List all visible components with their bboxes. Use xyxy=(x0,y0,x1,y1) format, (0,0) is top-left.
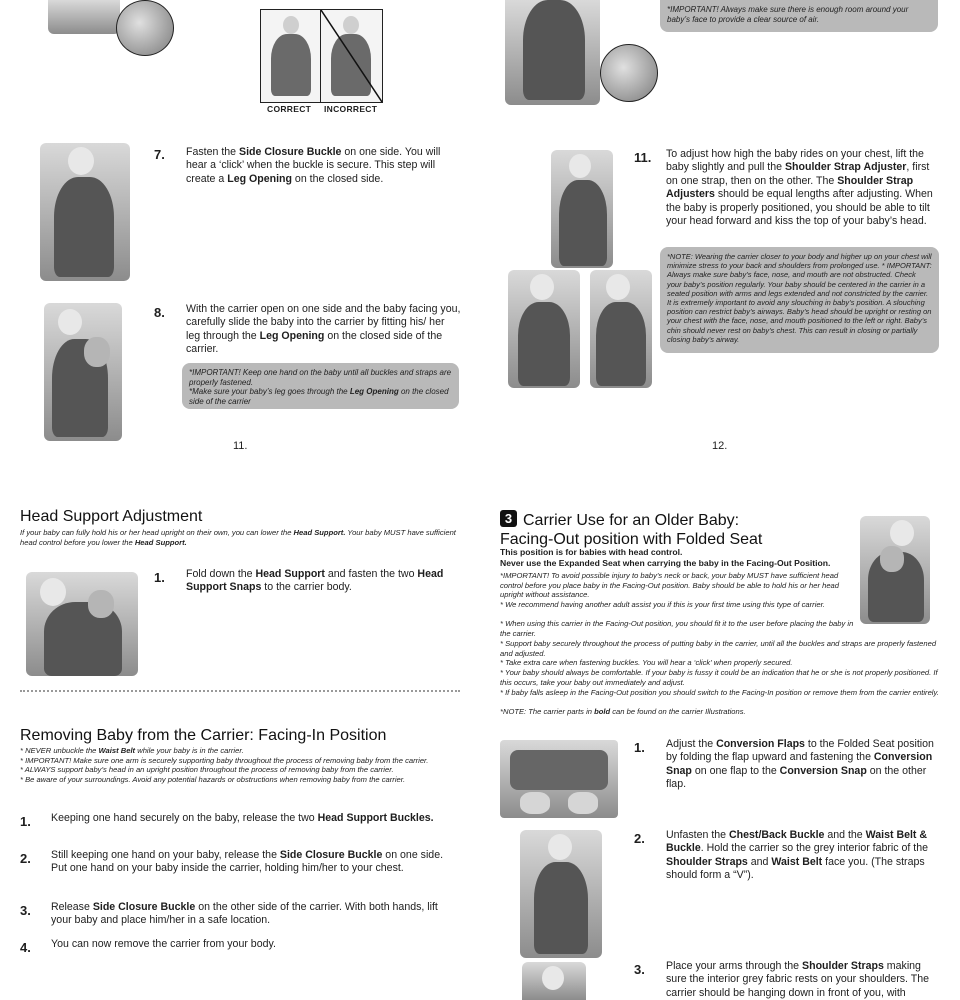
page12-top-important-note: *IMPORTANT! Always make sure there is enough room around your baby’s face to provide a clear source of air. xyxy=(660,0,938,32)
removing-warnings: * NEVER unbuckle the Waist Belt while your baby is in the carrier. * IMPORTANT! Make sure one arm is securely supporting baby throughout the process of removing baby from the carrier. * ALWAYS support baby’s head in an upright position throughout the process of removing baby from the carrier. * Be aware of your surroundings. Avoid any potential hazards or obstructions when removing baby from the carrier. xyxy=(20,746,429,784)
step11-photo-front xyxy=(508,270,580,388)
detail-inset-circle xyxy=(116,0,174,56)
page12-inset-circle xyxy=(600,44,658,102)
older-baby-photo xyxy=(860,516,930,624)
older-baby-warning-3: * When using this carrier in the Facing-Out position, you should fit it to the user before placing the baby in the carrier. xyxy=(500,619,854,638)
older-baby-warning-5: * Take extra care when fastening buckles. You will hear a ‘click’ when properly secured. xyxy=(500,658,793,667)
section-3-badge: 3 xyxy=(500,510,517,527)
older-step2-photo xyxy=(520,830,602,958)
step11-note: *NOTE: Wearing the carrier closer to your body and higher up on your chest will minimize stress to your back and shoulders from prolonged use. * IMPORTANT: Always make sure baby’s face, nose, and mouth are not obstructed. Check your baby’s position regularly. Your baby should be centered in the carrier in a seated position with arms and legs extended and not constricted by the carrier. It is extremely important to avoid any slouching in baby’s position. A slouching position can restrict baby’s airways. Baby’s head should be upright or resting on your chest with the face, nose, and mouth positioned to the left or right. Baby’s chin should never rest on baby’s chest. This can result in closing or partially closing baby’s airway. xyxy=(660,247,939,353)
step7-text: Fasten the Side Closure Buckle on one side. You will hear a ‘click’ when the buckle is secure. This step will create a Leg Opening on the closed side. xyxy=(186,146,441,185)
older-step2-number: 2. xyxy=(634,831,645,846)
incorrect-label: INCORRECT xyxy=(324,104,378,114)
older-baby-warning-4: * Support baby securely throughout the process of putting baby in the carrier, until all the buckles and straps are properly fastened and adjusted. xyxy=(500,639,937,658)
step11-number: 11. xyxy=(634,150,652,165)
mother-baby-photo-top xyxy=(48,0,120,34)
older-baby-bold-1: This position is for babies with head control. xyxy=(500,547,683,557)
older-step3-text: Place your arms through the Shoulder Straps making sure the interior grey fabric rests on your shoulders. The carrier should be hanging down in front of you, with xyxy=(666,960,930,999)
correct-label: CORRECT xyxy=(267,104,312,114)
incorrect-comparison-image xyxy=(320,9,383,103)
older-baby-note: *NOTE: The carrier parts in bold can be found on the carrier Illustrations. xyxy=(500,707,746,716)
head-support-step1-number: 1. xyxy=(154,570,165,585)
section-divider xyxy=(20,690,460,692)
older-baby-warning-6: * Your baby should always be comfortable. If your baby is fussy it could be an indication that he or she is not properly positioned. If this occurs, take your baby out immediately and adjust. xyxy=(500,668,938,687)
correct-comparison-image xyxy=(260,9,322,103)
removing-step4-text: You can now remove the carrier from your body. xyxy=(51,938,276,950)
step8-text: With the carrier open on one side and the baby facing you, carefully slide the baby into the carrier by fitting his/ her leg through the Leg Opening on the closed side of the carrier. xyxy=(186,303,461,356)
older-step3-number: 3. xyxy=(634,962,645,977)
removing-step4-number: 4. xyxy=(20,940,31,955)
removing-step1-text: Keeping one hand securely on the baby, release the two Head Support Buckles. xyxy=(51,812,434,824)
older-step3-photo xyxy=(522,962,586,1000)
head-support-title: Head Support Adjustment xyxy=(20,508,203,525)
older-baby-title: 3 Carrier Use for an Older Baby: Facing-Out position with Folded Seat xyxy=(500,511,763,548)
older-baby-warning-2: * We recommend having another adult assist you if this is your first time using this type of carrier. xyxy=(500,600,825,609)
step7-number: 7. xyxy=(154,147,165,162)
step11-photo xyxy=(551,150,613,268)
removing-step3-number: 3. xyxy=(20,903,31,918)
step8-important-note: *IMPORTANT! Keep one hand on the baby until all buckles and straps are properly fastened. *Make sure your baby’s leg goes through the Leg Opening on the closed side of the carrier xyxy=(182,363,459,409)
head-support-step1-text: Fold down the Head Support and fasten the two Head Support Snaps to the carrier body. xyxy=(186,568,444,594)
page-number-12: 12. xyxy=(712,440,728,452)
step7-photo xyxy=(40,143,130,281)
older-baby-warning-1: *IMPORTANT! To avoid possible injury to baby’s neck or back, your baby MUST have sufficient head control before you place baby in the Facing-Out position. Baby should be able to hold his or her head upright without assistance. xyxy=(500,571,839,600)
removing-step1-number: 1. xyxy=(20,814,31,829)
older-baby-bold-2: Never use the Expanded Seat when carrying the baby in the Facing-Out Position. xyxy=(500,558,831,568)
older-baby-warning-7: * If baby falls asleep in the Facing-Out position you should switch to the Facing-In position or remove them from the carrier entirely. xyxy=(500,688,939,697)
older-step1-number: 1. xyxy=(634,740,645,755)
step8-photo xyxy=(44,303,122,441)
removing-step2-number: 2. xyxy=(20,851,31,866)
head-support-photo xyxy=(26,572,138,676)
step11-photo-side xyxy=(590,270,652,388)
conversion-flaps-photo xyxy=(500,740,618,818)
page12-top-photo xyxy=(505,0,600,105)
step8-number: 8. xyxy=(154,305,165,320)
older-step1-text: Adjust the Conversion Flaps to the Folded Seat position by folding the flap upward and fastening the Conversion Snap on one flap to the Conversion Snap on the other flap. xyxy=(666,738,934,791)
removing-step3-text: Release Side Closure Buckle on the other side of the carrier. With both hands, lift your baby and place him/her in a safe location. xyxy=(51,901,438,927)
page-number-11: 11. xyxy=(233,440,248,452)
removing-step2-text: Still keeping one hand on your baby, release the Side Closure Buckle on one side. Put one hand on your baby inside the carrier, holding him/her to your chest. xyxy=(51,849,444,875)
step11-text: To adjust how high the baby rides on your chest, lift the baby slightly and pull the Shoulder Strap Adjuster, first on one strap, then on the other. The Shoulder Strap Adjusters should be equal lengths after adjusting. When the baby is properly positioned, you should be able to tilt your head forward and kiss the top of your baby’s head. xyxy=(666,148,933,228)
older-step2-text: Unfasten the Chest/Back Buckle and the Waist Belt & Buckle. Hold the carrier so the grey interior fabric of the Shoulder Straps and Waist Belt face you. (The straps should form a “V”). xyxy=(666,829,929,882)
removing-title: Removing Baby from the Carrier: Facing-In Position xyxy=(20,727,387,744)
head-support-intro: If your baby can fully hold his or her head upright on their own, you can lower the Head Support. Your baby MUST have sufficient head control before you lower the Head Support. xyxy=(20,528,456,547)
